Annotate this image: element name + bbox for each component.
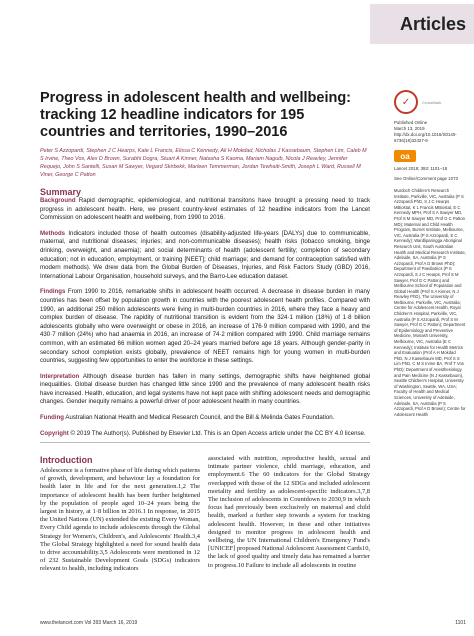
publication-info xyxy=(394,120,466,144)
methods-text: Indicators included those of health outcomes (disability-adjusted life-years [DALYs] due to communicable, maternal, and nutritional diseases; injuries; and non-communicable diseases); health risks (tobacco smoking, binge drinking, overweight, and anaemia); and social determinants of health (adolescent fertility; completion of secondary education; not in education, employment, or training [NEET]; child marriage; and demand for contraception satisfied with modern methods). We drew data from the Global Burden of Diseases, Injuries, and Risk Factors Study (GBD) 2016, International Labour Organisation, household surveys, and the Barro-Lee education dataset. xyxy=(40,229,370,280)
interpretation-label: Interpretation xyxy=(40,372,80,380)
abstract-findings xyxy=(40,288,370,365)
intro-column-2 xyxy=(208,455,370,570)
summary-heading: Summary xyxy=(40,187,82,197)
abstract-interpretation xyxy=(40,373,370,407)
funding-label: Funding xyxy=(40,414,65,422)
page-number: 1101 xyxy=(455,620,466,626)
intro-column-1 xyxy=(40,455,200,574)
abstract-background xyxy=(40,197,370,223)
header-bar xyxy=(0,0,474,50)
doi-link[interactable]: http://dx.doi.org/10.1016/S0140-6736(18)32427-9 xyxy=(394,132,457,143)
page-footer xyxy=(40,620,466,626)
interpretation-text: Although disease burden has fallen in many settings, demographic shifts have heightened global inequalities. Global disease burden has changed little since 1990 and the prevalence of many adolescent health risks have increased. Health, education, and legal systems have not kept pace with shifting adolescent needs and demographic changes. Gender inequity remains a powerful driver of poor adolescent health in many countries. xyxy=(40,372,371,406)
copyright-label: Copyright xyxy=(40,429,69,437)
introduction-text-1: Adolescence is a formative phase of life during which patterns of growth, development, and behaviour lay a foundation for health later in life and for the next generation.1,2 The importance of adolescent health has been further heightened by the population of people aged 10–24 years being the largest in history, at 1·8 billion in 2016.1 In response, in 2015 the United Nations (UN) extended the existing Every Woman, Every Child agenda to include adolescents through the Global Strategy for Women's, Children's, and Adolescents' Health.3,4 The Global Strategy highlighted a need for sound health data to drive accountability.3,5 Adolescents were mentioned in 12 of 232 Sustainable Development Goals (SDGs) indicators relevant to health, including indicators xyxy=(40,467,200,573)
abstract-methods xyxy=(40,230,370,282)
published-label: Published Online xyxy=(394,120,428,125)
article-main xyxy=(40,90,370,438)
published-date: March 13, 2019 xyxy=(394,126,425,131)
methods-label: Methods xyxy=(40,229,66,237)
article-title: Progress in adolescent health and wellbeing: tracking 12 headline indicators for 195 countries and territories, 1990–2016 xyxy=(40,90,352,140)
background-label: Background xyxy=(40,197,76,204)
findings-label: Findings xyxy=(40,288,66,296)
crossmark-row[interactable] xyxy=(394,90,466,114)
section-label: Articles xyxy=(399,13,466,34)
lancet-citation: Lancet 2019; 393: 1101–18 xyxy=(394,166,448,171)
section-divider xyxy=(40,442,370,443)
comment-link[interactable]: See Online/Comment page 1073 xyxy=(394,176,458,181)
crossmark-label: CrossMark xyxy=(422,99,442,105)
funding-text: Australian National Health and Medical Research Council, and the Bill & Melinda Gates Foundation. xyxy=(65,414,335,422)
copyright-line xyxy=(40,430,370,439)
copyright-text: © 2019 The Author(s). Published by Elsevier Ltd. This is an Open Access article under the CC BY 4.0 license. xyxy=(70,429,366,437)
section-tab xyxy=(370,4,474,44)
sidebar xyxy=(394,90,466,417)
crossmark-icon[interactable]: ✓ xyxy=(394,90,418,114)
background-text: Rapid demographic, epidemiological, and nutritional transitons have brought a pressing need to track progress in adolescent health. Here, we present country-level estimates of 12 headline indicators from the Lancet Commission on adolescent health and wellbeing, from 1990 to 2016. xyxy=(40,197,370,222)
author-list[interactable]: Peter S Azzopardi, Stephen J C Hearps, Kate L Francis, Elissa C Kennedy, Ali H Mokdad, Nicholas J Kassebaum, Stephen Lim, Caleb M S Irvine, Theo Vos, Alex D Brown, Surabhi Dogra, Stuart A Kinner, Natasha S Kaoma, Mariam Naguib, Nicola J Reavley, Jennifer Requejo, John S Santelli, Susan M Sawyer, Vegard Skirbekk, Marleen Temmerman, Jordan Tewhaiti-Smith, Joseph L Ward, Russell M Viner, George C Patton xyxy=(40,148,367,178)
introduction-heading: Introduction xyxy=(40,455,93,465)
footer-journal[interactable]: www.thelancet.com Vol 393 March 16, 2019 xyxy=(40,620,138,626)
findings-text: From 1990 to 2016, remarkable shifts in adolescent health occurred. A decrease in disease burden in many countries has been offset by population growth in countries with the poorest adolescent health profiles. Compared with 1990, an additional 250 million adolescents were living in multi-burden countries in 2016, where they face a heavy and complex burden of disease. The rapidity of nutritional transition is evident from the 324·1 million (18%) of 1·8 billion adolescents globally who were overweight or obese in 2016, an increase of 176·9 million compared with 1990, and the 430·7 million (24%) who had anaemia in 2016, an increase of 74·2 million compared with 1990. Child marriage remains common, with an estimated 66 million women aged 20–24 years married before age 18 years. Although gender-parity in secondary school completion exists globally, prevalence of NEET remains high for young women in multi-burden countries, suggesting few opportunities to enter the workforce in these settings. xyxy=(40,288,370,365)
introduction-text-2: associated with nutrition, reproductive health, sexual and intimate partner violence, child marriage, education, and employment.6 The 60 indicators for the Global Strategy overlapped with those of the 12 SDGs and included adolescent mortality and fertility as adolescent-specific indicators.3,7,8 The inclusion of adolescents in Countdown to 2030,9 in which focus had previously been exclusively on maternal and child health, marked a further step towards a system for tracking adolescent health. However, in these and other initiatives designed to monitor progress in adolescent health and wellbeing, the UN International Children's Emergency Fund's [UNICEF] proposed National Adolescent Assessment Cards10, the lack of good quality and timely data has remained a barrier to progress.10 Failure to include all adolescents in routine xyxy=(208,455,370,569)
abstract-funding xyxy=(40,414,370,423)
affiliations: Murdoch Children's Research Institute, Parkville, VIC, Australia (P S Azzopardi PhD, S J C Hearps MBiostat, K L Francis MBiostat, E C Kennedy MPH, Prof S A Sawyer MD, Prof S M Sawyer MD, Prof G C Patton MD); Maternal and Child Health Program, Burnet Institute, Melbourne, VIC, Australia (P S Azzopardi, E C Kennedy); Wardliparingga Aboriginal Research Unit, South Australian Health and Medical Research Institute, Adelaide, SA, Australia (P S Azzopardi, Prof A D Brown PhD); Department of Paediatrics (P S Azzopardi, S J C Hearps, Prof S M Sawyer, Prof G C Patton) and Melbourne School of Population and Global Health (Prof S A Kinner, N J Reavley PhD), The University of Melbourne, Parkville, VIC, Australia; Centre for Adolescent Health, Royal Children's Hospital, Parkville, VIC, Australia (P S Azzopardi, Prof S M Sawyer, Prof G C Patton); Department of Epidemiology and Preventive Medicine, Monash University, Melbourne, VIC, Australia (E C Kennedy); Institute for Health Metrics and Evaluation (Prof A H Mokdad PhD, N J Kassebaum MD, Prof S S Lim PhD, C M S Irvine BA, Prof T Vos PhD); Department of Anesthesiology and Pain Medicine (N J Kassebaum), Seattle Children's Hospital, University of Washington, Seattle, WA, USA; Faculty of Health and Medical Sciences, University of Adelaide, Adelaide, SA, Australia (P S Azzopardi, Prof A D Brown); Centre for Adolescent Health xyxy=(394,188,466,417)
open-access-icon: oa xyxy=(394,150,416,162)
